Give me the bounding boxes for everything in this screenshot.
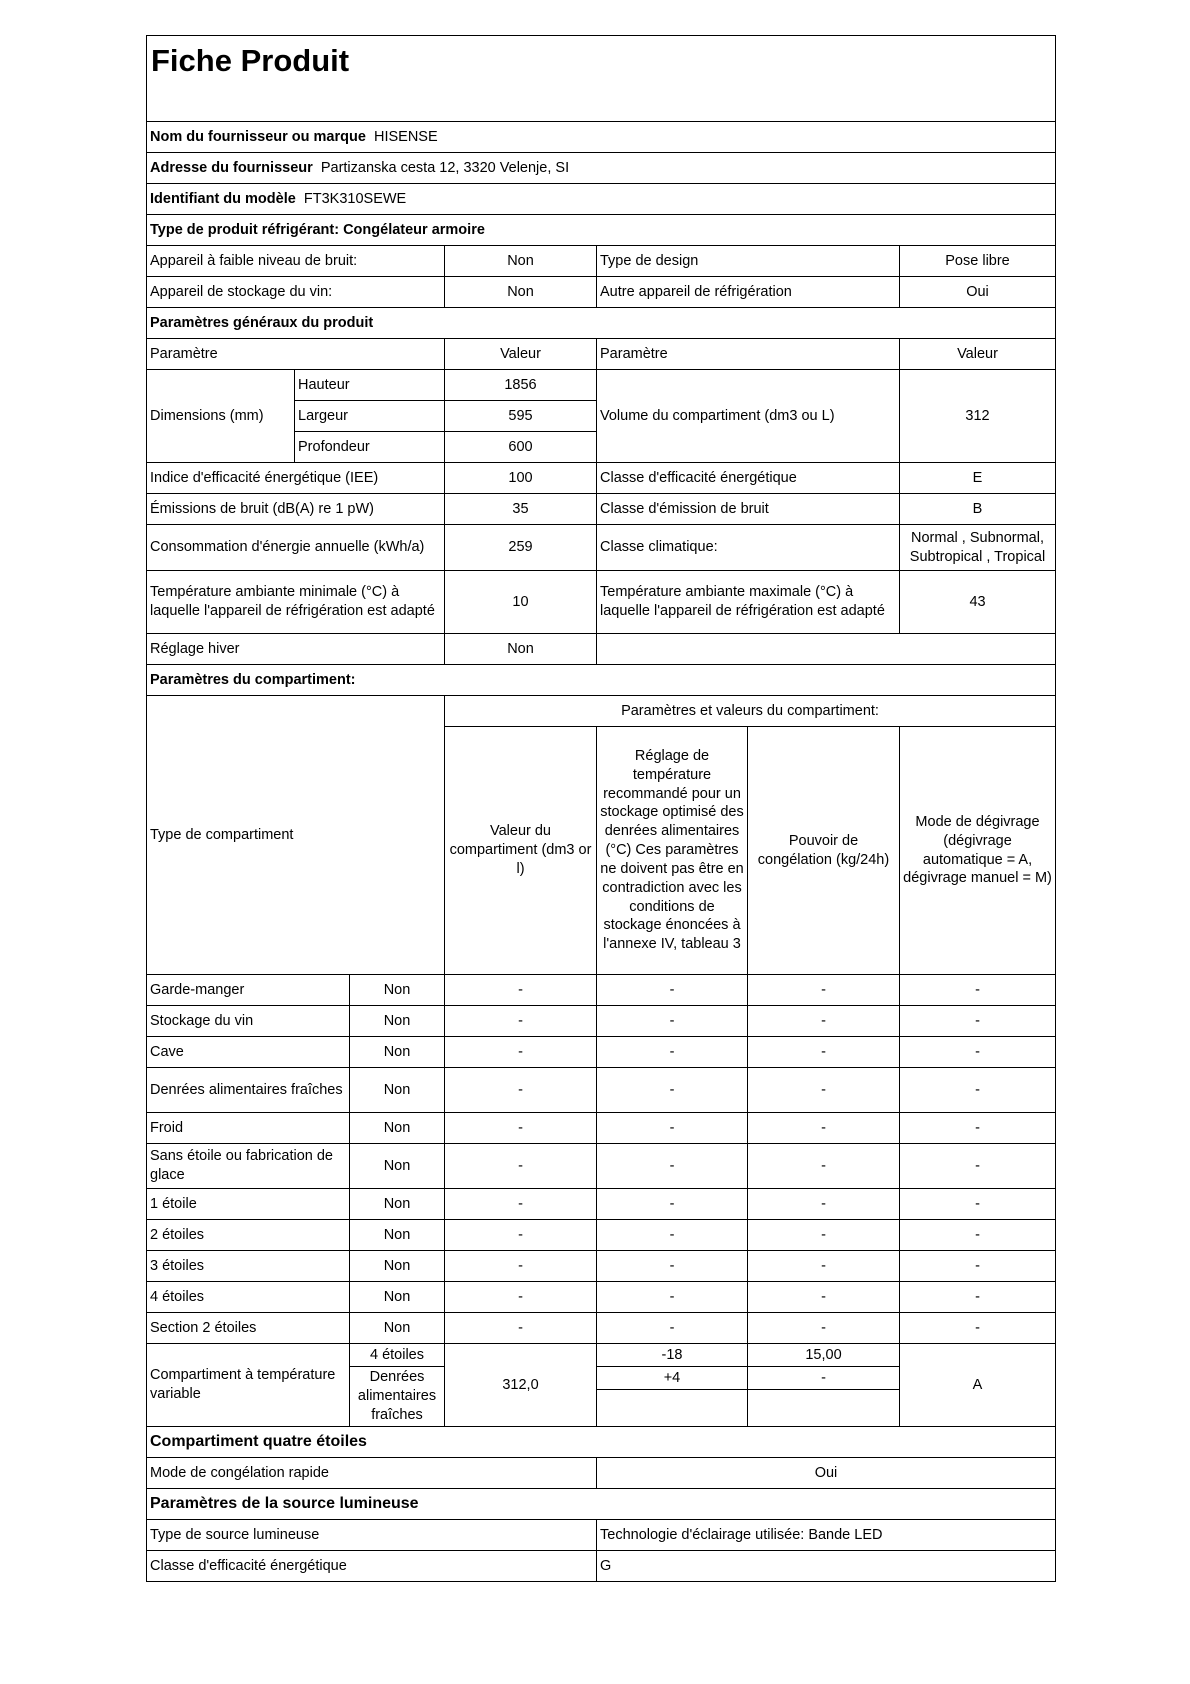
winter-empty	[597, 634, 1056, 665]
variable-freeze-1: 15,00	[748, 1344, 900, 1367]
compartment-present: Non	[350, 1313, 445, 1344]
consumption-value: 259	[445, 525, 597, 571]
compartment-present: Non	[350, 1068, 445, 1113]
variable-compartment-label: Compartiment à température variable	[147, 1344, 350, 1427]
wine-label: Appareil de stockage du vin:	[147, 277, 445, 308]
compartment-freeze: -	[748, 1144, 900, 1189]
compartment-volume: -	[445, 1313, 597, 1344]
supplier-name-row	[147, 122, 1056, 153]
supplier-address-label: Adresse du fournisseur	[150, 159, 313, 176]
compartment-freeze: -	[748, 1006, 900, 1037]
energy-class-label: Classe d'efficacité énergétique	[597, 463, 900, 494]
compartment-temp: -	[597, 975, 748, 1006]
variable-defrost: A	[900, 1344, 1056, 1427]
winter-label: Réglage hiver	[147, 634, 445, 665]
compartment-present: Non	[350, 1144, 445, 1189]
compartment-name: Cave	[147, 1037, 350, 1068]
light-section-title: Paramètres de la source lumineuse	[147, 1489, 1056, 1520]
compartment-freeze: -	[748, 1068, 900, 1113]
variable-mode-2: Denrées alimentaires fraîches	[350, 1367, 445, 1427]
other-appliance-value: Oui	[900, 277, 1056, 308]
compartment-present: Non	[350, 1113, 445, 1144]
low-noise-value: Non	[445, 246, 597, 277]
product-fiche-table	[146, 35, 1056, 1582]
compartment-name: Stockage du vin	[147, 1006, 350, 1037]
compartment-temp: -	[597, 1006, 748, 1037]
iee-label: Indice d'efficacité énergétique (IEE)	[147, 463, 445, 494]
compartment-volume: -	[445, 975, 597, 1006]
compartment-name: 1 étoile	[147, 1189, 350, 1220]
height-value: 1856	[445, 370, 597, 401]
compartment-volume: -	[445, 1037, 597, 1068]
depth-label: Profondeur	[295, 432, 445, 463]
wine-value: Non	[445, 277, 597, 308]
supplier-address-row	[147, 153, 1056, 184]
compartment-name: Garde-manger	[147, 975, 350, 1006]
compartment-present: Non	[350, 1251, 445, 1282]
compartment-freeze: -	[748, 1282, 900, 1313]
variable-freeze-empty	[748, 1390, 900, 1427]
compartment-temp: -	[597, 1113, 748, 1144]
page-title: Fiche Produit	[147, 36, 1056, 122]
variable-mode-1: 4 étoiles	[350, 1344, 445, 1367]
light-type-value: Technologie d'éclairage utilisée: Bande LED	[597, 1520, 1056, 1551]
value-header-right: Valeur	[900, 339, 1056, 370]
compartment-params-header: Paramètres et valeurs du compartiment:	[445, 696, 1056, 727]
product-sheet	[146, 35, 1055, 1582]
light-type-label: Type de source lumineuse	[147, 1520, 597, 1551]
other-appliance-label: Autre appareil de réfrigération	[597, 277, 900, 308]
depth-value: 600	[445, 432, 597, 463]
supplier-name-label: Nom du fournisseur ou marque	[150, 128, 366, 145]
light-class-label: Classe d'efficacité énergétique	[147, 1551, 597, 1582]
compartment-defrost: -	[900, 1068, 1056, 1113]
fast-freeze-label: Mode de congélation rapide	[147, 1458, 597, 1489]
compartment-volume: -	[445, 1282, 597, 1313]
max-temp-value: 43	[900, 571, 1056, 634]
compartment-defrost: -	[900, 1189, 1056, 1220]
compartment-defrost: -	[900, 1313, 1056, 1344]
model-label: Identifiant du modèle	[150, 190, 296, 207]
compartment-present: Non	[350, 1189, 445, 1220]
value-header: Valeur	[445, 339, 597, 370]
compartment-volume: -	[445, 1113, 597, 1144]
compartment-defrost: -	[900, 1251, 1056, 1282]
compartment-temp: -	[597, 1189, 748, 1220]
compartment-defrost: -	[900, 975, 1056, 1006]
low-noise-label: Appareil à faible niveau de bruit:	[147, 246, 445, 277]
min-temp-value: 10	[445, 571, 597, 634]
compartment-type-header: Type de compartiment	[147, 696, 445, 975]
compartment-temp-header: Réglage de température recommandé pour un stockage optimisé des denrées alimentaires (°C) Ces paramètres ne doivent pas être en contradiction avec les conditions de stockage énoncées à l'annexe IV, tableau 3	[597, 727, 748, 975]
compartment-temp: -	[597, 1068, 748, 1113]
compartment-name: Section 2 étoiles	[147, 1313, 350, 1344]
variable-temp-1: -18	[597, 1344, 748, 1367]
compartment-defrost-header: Mode de dégivrage (dégivrage automatique = A, dégivrage manuel = M)	[900, 727, 1056, 975]
general-section-title: Paramètres généraux du produit	[147, 308, 1056, 339]
supplier-name-value: HISENSE	[373, 128, 438, 145]
winter-value: Non	[445, 634, 597, 665]
light-class-value: G	[597, 1551, 1056, 1582]
model-value: FT3K310SEWE	[303, 190, 407, 207]
compartment-volume: -	[445, 1220, 597, 1251]
compartment-temp: -	[597, 1251, 748, 1282]
width-value: 595	[445, 401, 597, 432]
noise-label: Émissions de bruit (dB(A) re 1 pW)	[147, 494, 445, 525]
fast-freeze-value: Oui	[597, 1458, 1056, 1489]
compartment-present: Non	[350, 1037, 445, 1068]
compartment-name: 3 étoiles	[147, 1251, 350, 1282]
climate-label: Classe climatique:	[597, 525, 900, 571]
supplier-address-value: Partizanska cesta 12, 3320 Velenje, SI	[320, 159, 570, 176]
energy-class-value: E	[900, 463, 1056, 494]
compartment-freeze: -	[748, 1113, 900, 1144]
min-temp-label: Température ambiante minimale (°C) à laquelle l'appareil de réfrigération est adapté	[147, 571, 445, 634]
compartment-volume: -	[445, 1189, 597, 1220]
compartment-present: Non	[350, 1006, 445, 1037]
design-label: Type de design	[597, 246, 900, 277]
compartment-temp: -	[597, 1282, 748, 1313]
compartment-freeze: -	[748, 975, 900, 1006]
compartment-freeze: -	[748, 1037, 900, 1068]
four-star-section-title: Compartiment quatre étoiles	[147, 1427, 1056, 1458]
compartment-temp: -	[597, 1037, 748, 1068]
compartment-freeze-header: Pouvoir de congélation (kg/24h)	[748, 727, 900, 975]
variable-temp-2: +4	[597, 1367, 748, 1390]
consumption-label: Consommation d'énergie annuelle (kWh/a)	[147, 525, 445, 571]
compartment-defrost: -	[900, 1037, 1056, 1068]
width-label: Largeur	[295, 401, 445, 432]
max-temp-label: Température ambiante maximale (°C) à laquelle l'appareil de réfrigération est adapté	[597, 571, 900, 634]
noise-class-value: B	[900, 494, 1056, 525]
compartment-defrost: -	[900, 1144, 1056, 1189]
compartment-volume-header: Valeur du compartiment (dm3 or l)	[445, 727, 597, 975]
compartment-defrost: -	[900, 1113, 1056, 1144]
compartment-temp: -	[597, 1144, 748, 1189]
compartment-temp: -	[597, 1313, 748, 1344]
param-header-right: Paramètre	[597, 339, 900, 370]
variable-volume: 312,0	[445, 1344, 597, 1427]
compartment-volume: -	[445, 1251, 597, 1282]
param-header: Paramètre	[147, 339, 445, 370]
compartment-present: Non	[350, 1220, 445, 1251]
compartment-freeze: -	[748, 1313, 900, 1344]
product-type: Type de produit réfrigérant: Congélateur armoire	[147, 215, 1056, 246]
compartment-defrost: -	[900, 1220, 1056, 1251]
noise-class-label: Classe d'émission de bruit	[597, 494, 900, 525]
compartment-freeze: -	[748, 1251, 900, 1282]
volume-label: Volume du compartiment (dm3 ou L)	[597, 370, 900, 463]
model-row	[147, 184, 1056, 215]
compartment-name: Denrées alimentaires fraîches	[147, 1068, 350, 1113]
variable-temp-empty	[597, 1390, 748, 1427]
compartment-freeze: -	[748, 1189, 900, 1220]
noise-value: 35	[445, 494, 597, 525]
compartment-name: Froid	[147, 1113, 350, 1144]
compartments-section-title: Paramètres du compartiment:	[147, 665, 1056, 696]
compartment-defrost: -	[900, 1006, 1056, 1037]
compartment-volume: -	[445, 1006, 597, 1037]
compartment-volume: -	[445, 1068, 597, 1113]
iee-value: 100	[445, 463, 597, 494]
climate-value: Normal , Subnormal, Subtropical , Tropical	[900, 525, 1056, 571]
compartment-name: 2 étoiles	[147, 1220, 350, 1251]
compartment-name: 4 étoiles	[147, 1282, 350, 1313]
compartment-defrost: -	[900, 1282, 1056, 1313]
height-label: Hauteur	[295, 370, 445, 401]
dimensions-label: Dimensions (mm)	[147, 370, 295, 463]
compartment-volume: -	[445, 1144, 597, 1189]
compartment-freeze: -	[748, 1220, 900, 1251]
compartment-present: Non	[350, 975, 445, 1006]
compartment-temp: -	[597, 1220, 748, 1251]
variable-freeze-2: -	[748, 1367, 900, 1390]
compartment-present: Non	[350, 1282, 445, 1313]
design-value: Pose libre	[900, 246, 1056, 277]
volume-value: 312	[900, 370, 1056, 463]
compartment-name: Sans étoile ou fabrication de glace	[147, 1144, 350, 1189]
